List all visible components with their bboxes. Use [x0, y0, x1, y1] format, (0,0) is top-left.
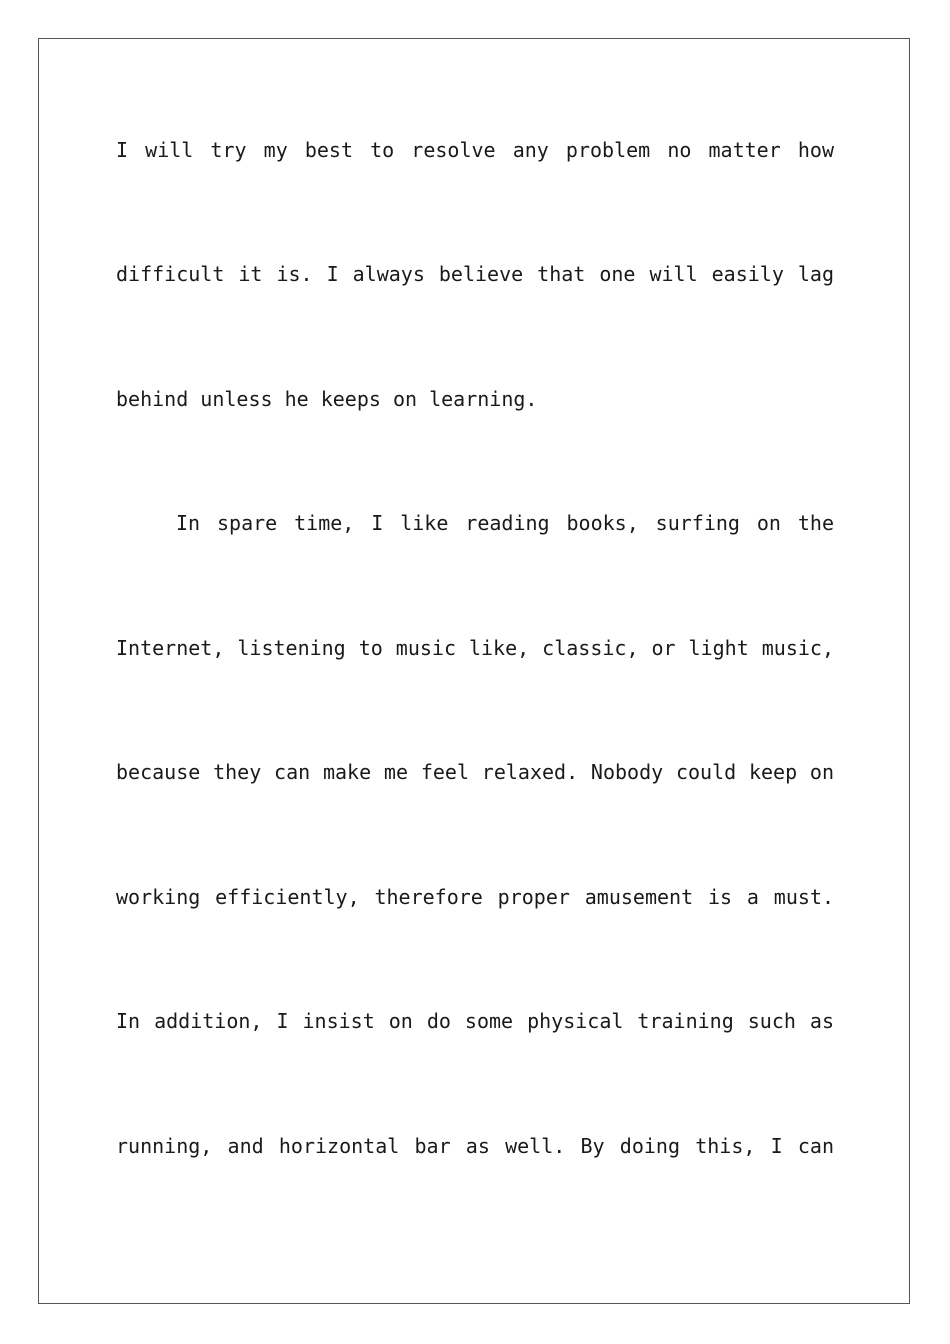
body-text-line-1: I will try my best to resolve any problem no matter how	[116, 138, 834, 162]
body-text-line-5: Internet, listening to music like, classic, or light music,	[116, 636, 834, 660]
body-text-line-4: In spare time, I like reading books, surfing on the	[176, 511, 834, 535]
page-frame	[38, 38, 910, 1304]
body-text-line-7: working efficiently, therefore proper amusement is a must.	[116, 885, 834, 909]
body-text-line-6: because they can make me feel relaxed. Nobody could keep on	[116, 760, 834, 784]
body-text-line-8: In addition, I insist on do some physical training such as	[116, 1009, 834, 1033]
body-text-line-2: difficult it is. I always believe that one will easily lag	[116, 262, 834, 286]
body-text-line-3: behind unless he keeps on learning.	[116, 387, 538, 411]
body-text-line-9: running, and horizontal bar as well. By doing this, I can	[116, 1134, 834, 1158]
